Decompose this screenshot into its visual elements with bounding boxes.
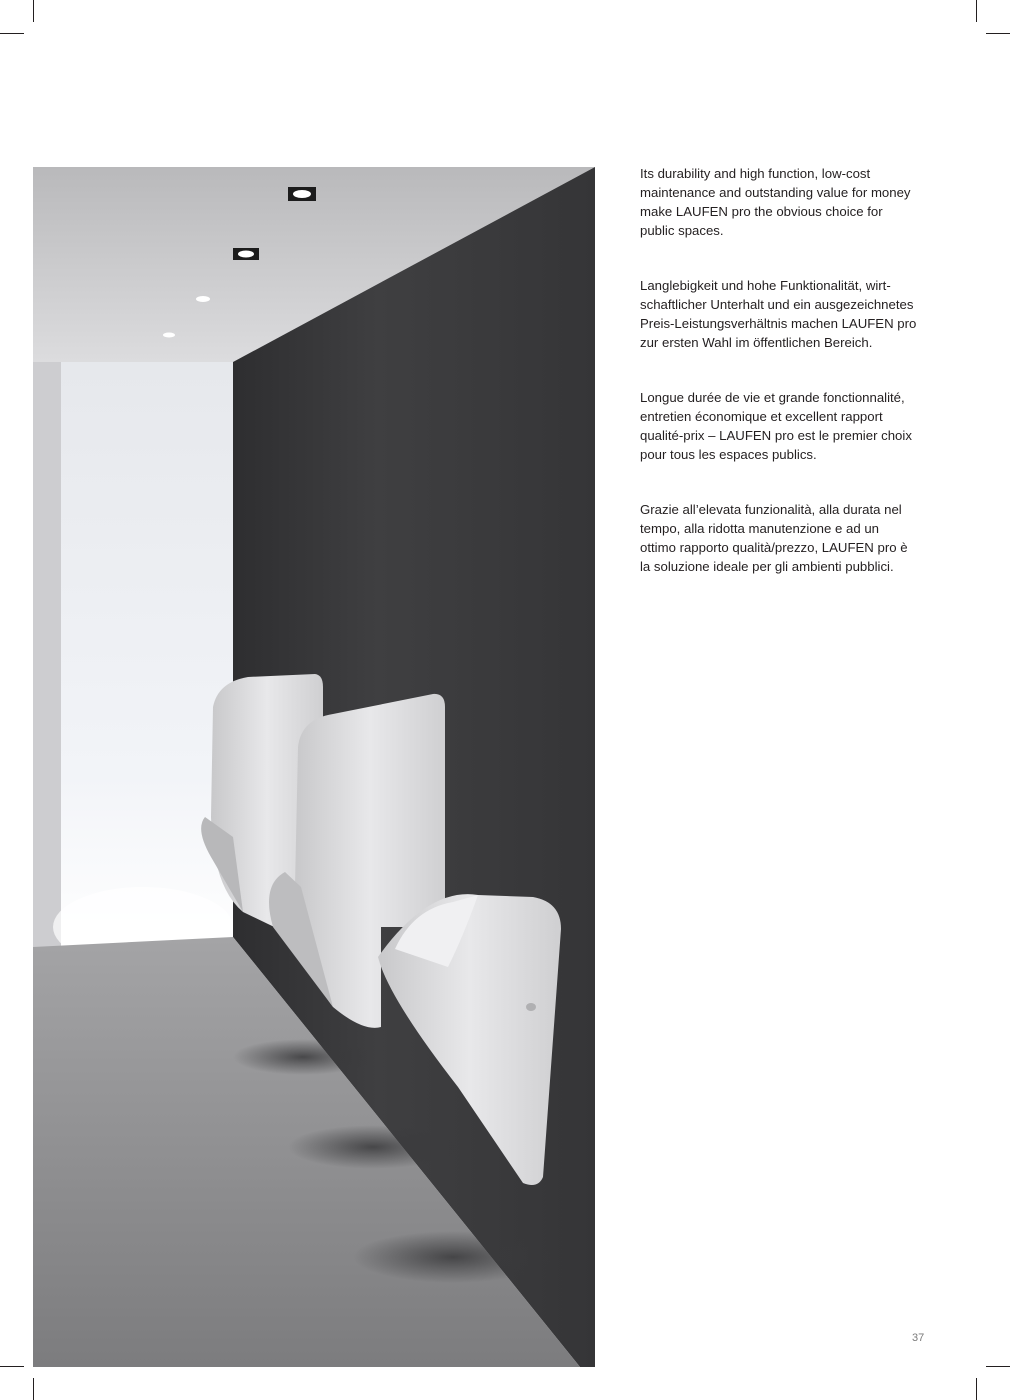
- paragraph-english: Its durability and high function, low-cost maintenance and outstanding value for money make LAUFEN pro the obvious choice for public spaces.: [640, 166, 911, 238]
- crop-mark-bottom-left-v: [33, 1378, 34, 1400]
- crop-mark-top-left-v: [33, 0, 34, 22]
- page-number: 37: [912, 1332, 925, 1344]
- crop-mark-top-right-v: [976, 0, 977, 22]
- crop-mark-top-left-h: [0, 33, 24, 34]
- paragraph-german: Langlebigkeit und hohe Funktionalität, wirt- schaftlicher Unterhalt und ein ausgezeichnetes Preis-Leistungsverhältnis machen LAUFEN pro zur ersten Wahl im öffentlichen Bereich.: [640, 278, 917, 350]
- paragraph-italian: Grazie all’elevata funzionalità, alla durata nel tempo, alla ridotta manutenzione e ad un ottimo rapporto qualità/prezzo, LAUFEN pro è la soluzione ideale per gli ambienti pubblici.: [640, 502, 908, 574]
- crop-mark-bottom-right-h: [986, 1366, 1010, 1367]
- paragraph-french: Longue durée de vie et grande fonctionnalité, entretien économique et excellent rapport qualité-prix – LAUFEN pro est le premier choix pour tous les espaces publics.: [640, 390, 912, 462]
- crop-mark-bottom-right-v: [976, 1378, 977, 1400]
- crop-mark-bottom-left-h: [0, 1366, 24, 1367]
- product-photo-urinals: [33, 167, 595, 1367]
- crop-mark-top-right-h: [986, 33, 1010, 34]
